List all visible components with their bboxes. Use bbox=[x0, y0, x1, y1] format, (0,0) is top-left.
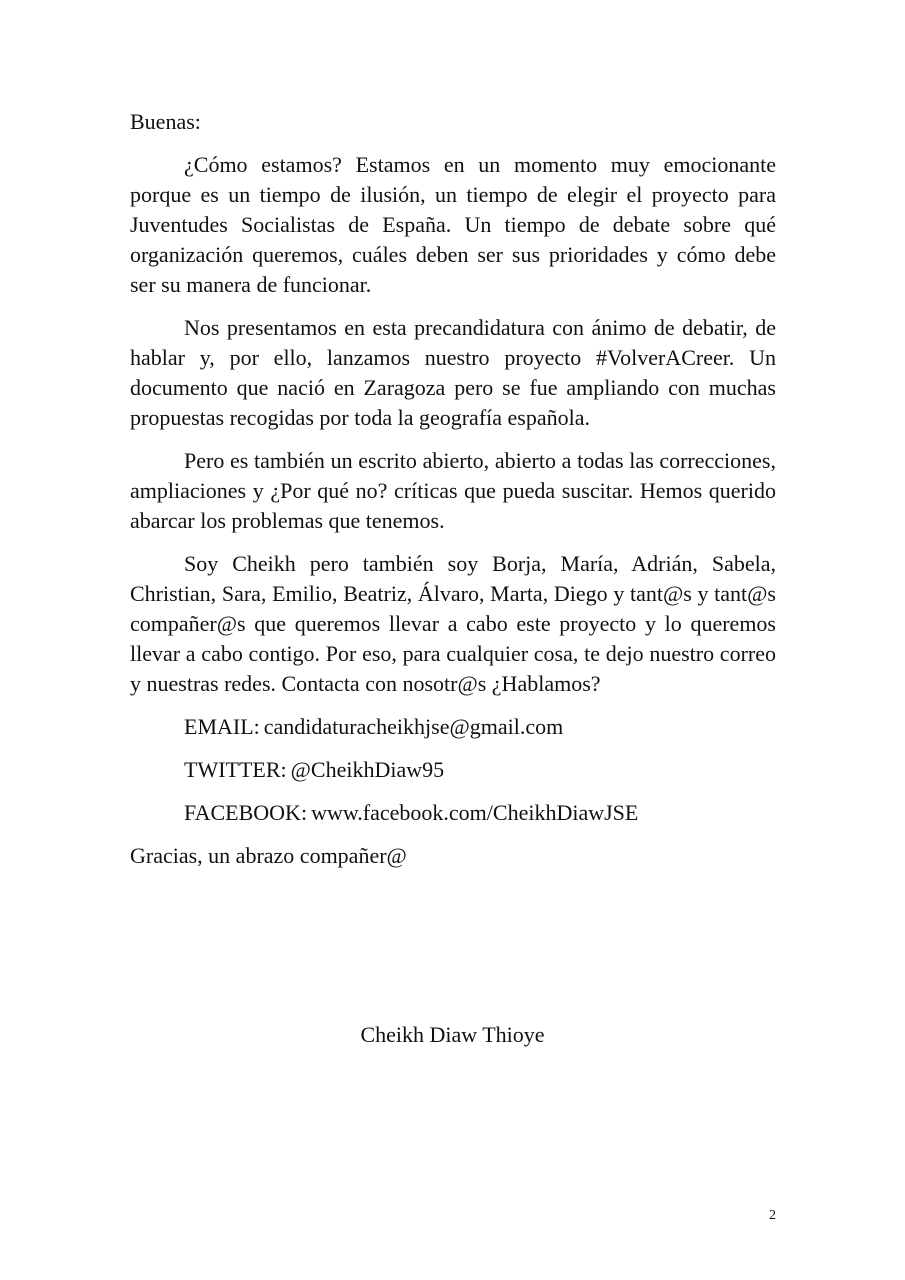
contact-facebook-label: FACEBOOK: bbox=[184, 800, 308, 825]
paragraph-project: Nos presentamos en esta precandidatura con ánimo de debatir, de hablar y, por ello, lanzamos nuestro proyecto #VolverACreer. Un documento que nació en Zaragoza pero se fue ampliando con muchas propuestas recogidas por toda la geografía española. bbox=[130, 315, 776, 430]
contact-facebook-value: www.facebook.com/CheikhDiawJSE bbox=[311, 800, 639, 825]
paragraph-open-document: Pero es también un escrito abierto, abierto a todas las correcciones, ampliaciones y ¿Por qué no? críticas que pueda suscitar. Hemos querido abarcar los problemas que tenemos. bbox=[130, 448, 776, 533]
contact-twitter-value: @CheikhDiaw95 bbox=[290, 757, 445, 782]
contact-email bbox=[130, 712, 776, 742]
page-number: 2 bbox=[769, 1208, 776, 1223]
contact-twitter bbox=[130, 755, 776, 785]
contact-facebook bbox=[130, 798, 776, 828]
signature: Cheikh Diaw Thioye bbox=[360, 1022, 545, 1047]
paragraph-team: Soy Cheikh pero también soy Borja, María, Adrián, Sabela, Christian, Sara, Emilio, Beatriz, Álvaro, Marta, Diego y tant@s y tant@s compañer@s que queremos llevar a cabo este proyecto y lo queremos llevar a cabo contigo. Por eso, para cualquier cosa, te dejo nuestro correo y nuestras redes. Contacta con nosotr@s ¿Hablamos? bbox=[130, 551, 776, 696]
closing-line: Gracias, un abrazo compañer@ bbox=[130, 843, 407, 868]
paragraph-intro: ¿Cómo estamos? Estamos en un momento muy emocionante porque es un tiempo de ilusión, un tiempo de elegir el proyecto para Juventudes Socialistas de España. Un tiempo de debate sobre qué organización queremos, cuáles deben ser sus prioridades y cómo debe ser su manera de funcionar. bbox=[130, 152, 776, 297]
greeting: Buenas: bbox=[130, 109, 201, 134]
contact-email-label: EMAIL: bbox=[184, 714, 260, 739]
contact-email-value: candidaturacheikhjse@gmail.com bbox=[263, 714, 564, 739]
letter-body bbox=[130, 107, 776, 884]
contact-twitter-label: TWITTER: bbox=[184, 757, 287, 782]
